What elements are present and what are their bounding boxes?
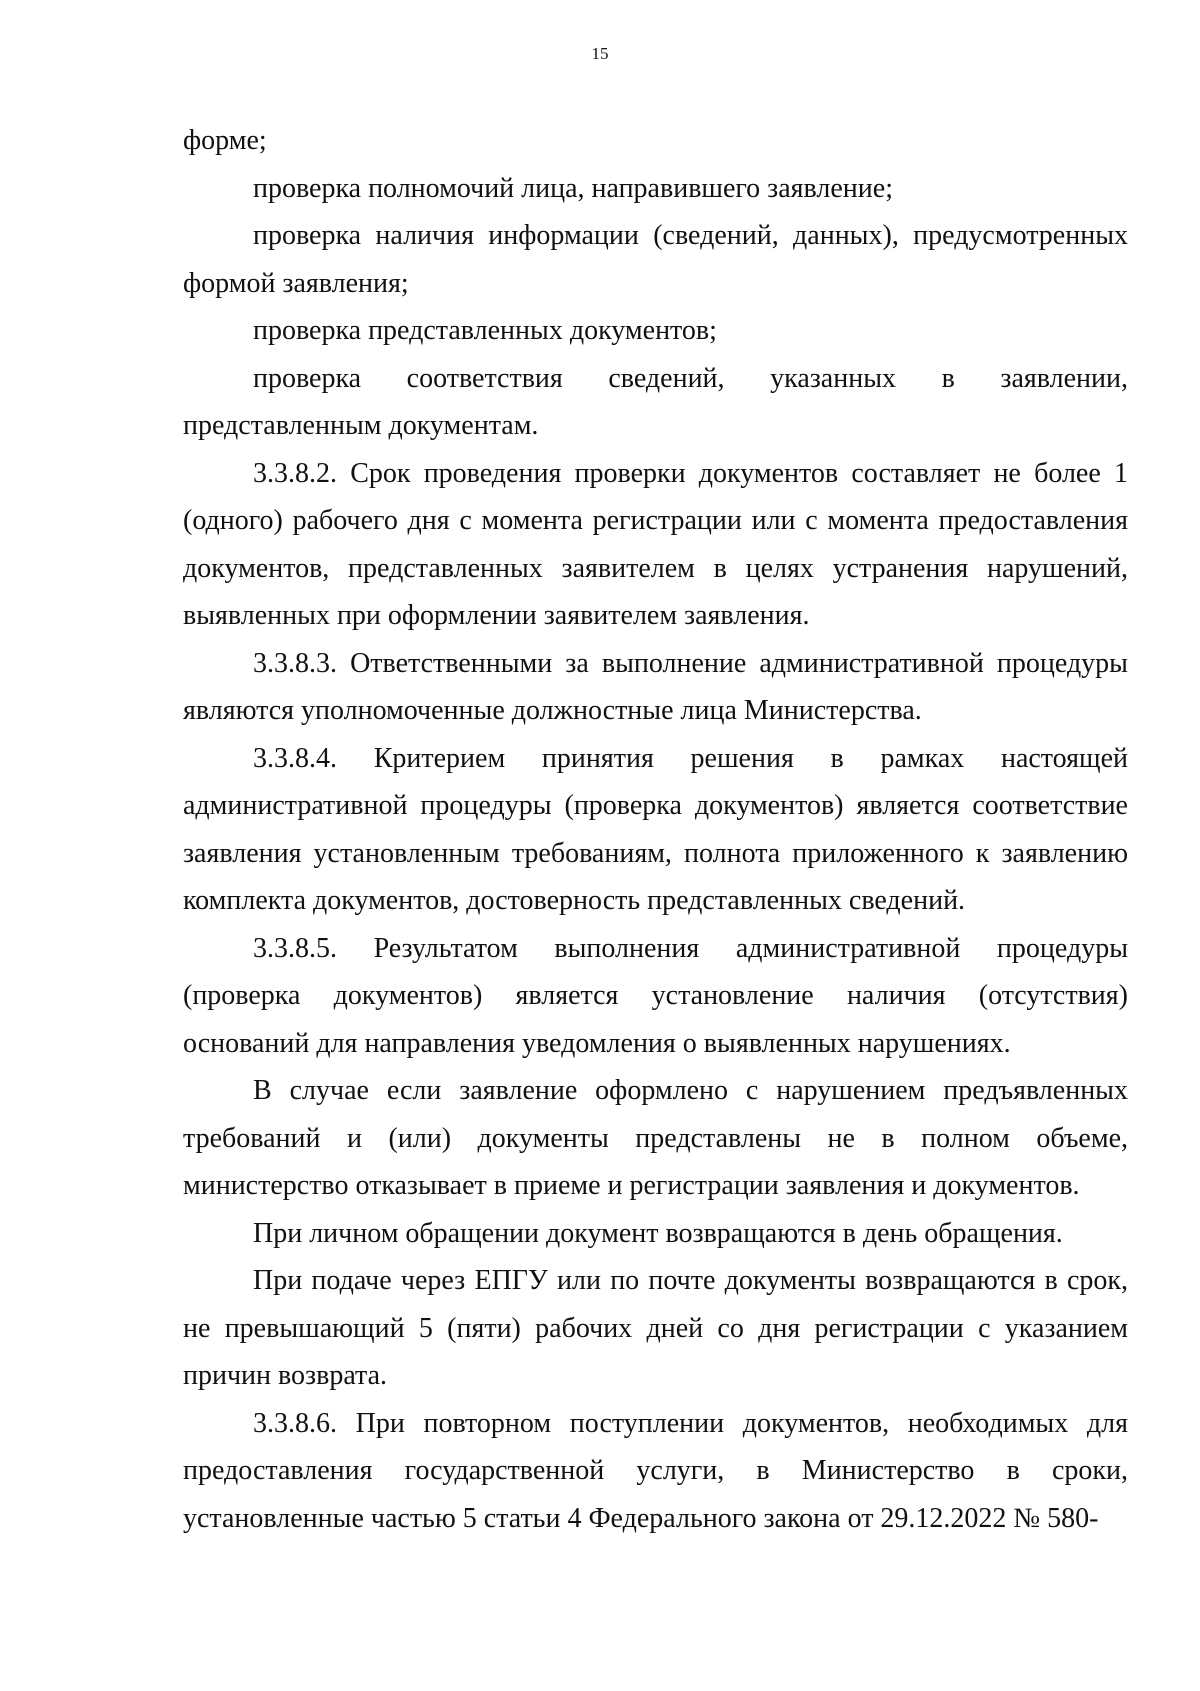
page-number: 15	[591, 44, 609, 63]
document-body	[183, 117, 1128, 1542]
paragraph: В случае если заявление оформлено с нарушением предъявленных требований и (или) документы представлены не в полном объеме, министерство отказывает в приеме и регистрации заявления и документов.	[183, 1075, 1128, 1201]
paragraph: форме;	[183, 125, 267, 156]
paragraph: проверка соответствия сведений, указанных в заявлении, представленным документам.	[183, 362, 1128, 441]
paragraph: проверка наличия информации (сведений, данных), предусмотренных формой заявления;	[183, 220, 1128, 299]
paragraph: При подаче через ЕПГУ или по почте документы возвращаются в срок, не превышающий 5 (пяти) рабочих дней со дня регистрации с указанием причин возврата.	[183, 1265, 1128, 1391]
paragraph: 3.3.8.4. Критерием принятия решения в рамках настоящей административной процедуры (проверка документов) является соответствие заявления установленным требованиям, полнота приложенного к заявлению комплекта документов, достоверность представленных сведений.	[183, 742, 1128, 916]
paragraph: 3.3.8.6. При повторном поступлении документов, необходимых для предоставления государственной услуги, в Министерство в сроки, установленные частью 5 статьи 4 Федерального закона от 29.12.2022 № 580-	[183, 1407, 1128, 1534]
paragraph: 3.3.8.2. Срок проведения проверки документов составляет не более 1 (одного) рабочего дня с момента регистрации или с момента предоставления документов, представленных заявителем в целях устранения нарушений, выявленных при оформлении заявителем заявления.	[183, 457, 1128, 631]
paragraph: 3.3.8.5. Результатом выполнения административной процедуры (проверка документов) является установление наличия (отсутствия) оснований для направления уведомления о выявленных нарушениях.	[183, 932, 1128, 1059]
paragraph: При личном обращении документ возвращаются в день обращения.	[253, 1217, 1063, 1249]
paragraph: проверка представленных документов;	[253, 315, 717, 346]
paragraph: 3.3.8.3. Ответственными за выполнение административной процедуры являются уполномоченные должностные лица Министерства.	[183, 647, 1128, 726]
paragraph: проверка полномочий лица, направившего заявление;	[253, 172, 893, 204]
